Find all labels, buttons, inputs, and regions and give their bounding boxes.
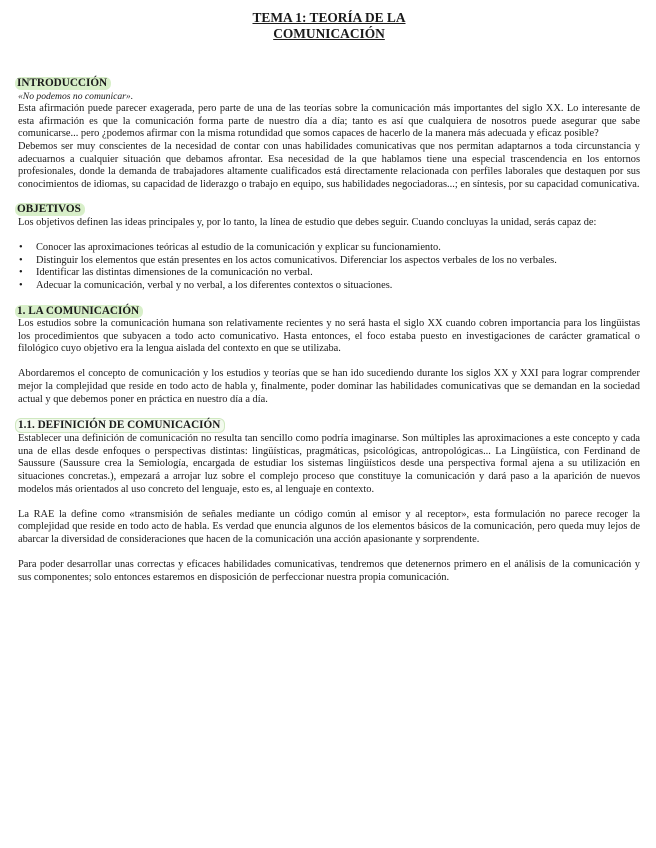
bullet-icon: • xyxy=(19,242,23,254)
definicion-paragraph-2: La RAE la define como «transmisión de señales mediante un código común al emisor y al receptor», esta formulación no parece recoger la complejidad que reside en todo acto de habla. Es verdad que enuncia algunos de los elementos básicos de la comunicación, pero queda muy lejos de abarcar la diversidad de consideraciones que hacen de la comunicación una acción apasionante y sorprendente. xyxy=(18,508,640,545)
heading-objetivos: OBJETIVOS xyxy=(15,203,85,216)
title-line-2: COMUNICACIÓN xyxy=(273,25,385,41)
intro-paragraph-1: Esta afirmación puede parecer exagerada, pero parte de una de las teorías sobre la comunicación más importantes del siglo XX. Lo interesante de esta afirmación es que la comunicación forma parte de nuestro día a día; tanto es así que cualquiera de nosotros puede asegurar que sabe comunicarse... pero ¿podemos afirmar con la misma rotundidad que somos capaces de hacerlo de la manera más adecuada y eficaz posible? xyxy=(18,103,640,140)
title-line-1: TEMA 1: TEORÍA DE LA xyxy=(252,10,406,25)
section-objetivos xyxy=(18,203,640,292)
section-la-comunicacion xyxy=(18,305,640,407)
section-introduccion xyxy=(18,77,640,191)
heading-definicion: 1.1. DEFINICIÓN DE COMUNICACIÓN xyxy=(15,418,225,433)
list-item: • Distinguir los elementos que están presentes en los actos comunicativos. Diferenciar los aspectos verbales de los no verbales. xyxy=(19,254,557,266)
definicion-paragraph-1: Establecer una definición de comunicación no resulta tan sencillo como podría imaginarse. Son múltiples las aproximaciones a este concepto y cada una de ellas desde enfoques o perspectivas distintas: lingüísticas, pragmáticas, psicológicas, antropológicas... La Lingüística, con Ferdinand de Saussure (Saussure crea la Semiología, encargada de estudiar los sistemas lingüísticos desde una perspectiva formal ajena a su utilización en situaciones concretas.), empezará a arrojar luz sobre el complejo proceso que constituye la comunicación y dará paso a la aparición de nuevos modelos más orientados al uso concreto del lenguaje, esto es, al lenguaje en contexto. xyxy=(18,433,640,495)
heading-introduccion: INTRODUCCIÓN xyxy=(15,77,111,90)
section-definicion xyxy=(18,418,640,584)
objetivos-paragraph: Los objetivos definen las ideas principales y, por lo tanto, la línea de estudio que debes seguir. Cuando concluyas la unidad, serás capaz de: xyxy=(18,216,597,228)
comunicacion-paragraph-2: Abordaremos el concepto de comunicación y los estudios y teorías que se han ido sucediendo durante los siglos XX y XXI para lograr comprender mejor la complejidad que reside en todo acto de habla y, finalmente, poder dominar las habilidades comunicativas que se demandan en la sociedad actual y que debemos poner en práctica en nuestro día a día. xyxy=(18,368,640,405)
list-item: • Conocer las aproximaciones teóricas al estudio de la comunicación y explicar su funcionamiento. xyxy=(19,242,441,254)
intro-paragraph-2: Debemos ser muy conscientes de la necesidad de contar con unas habilidades comunicativas que nos permitan adaptarnos a toda circunstancia y adecuarnos a cualquier situación que debamos afrontar. Esa necesidad de la que hablamos tiene una especial trascendencia en los entornos profesionales, donde la demanda de trabajadores altamente cualificados está directamente relacionada con perfiles laborales que destaquen por sus conocimientos de idiomas, su capacidad de liderazgo o trabajo en equipo, sus habilidades negociadoras...; en síntesis, por su capacidad comunicativa. xyxy=(18,140,640,190)
bullet-icon: • xyxy=(19,267,23,279)
comunicacion-paragraph-1: Los estudios sobre la comunicación humana son relativamente recientes y no será hasta el siglo XX cuando cobren importancia para los lingüistas los procedimientos que subyacen a todo acto comunicativo. Hasta entonces, el foco estaba puesto en investigaciones de carácter gramatical o filológico cuyo objetivo era la lengua aislada del contexto en que se utilizaba. xyxy=(18,318,640,355)
heading-la-comunicacion: 1. LA COMUNICACIÓN xyxy=(15,305,143,318)
list-item: • Identificar las distintas dimensiones de la comunicación no verbal. xyxy=(19,267,313,279)
list-item: • Adecuar la comunicación, verbal y no verbal, a los diferentes contextos o situaciones. xyxy=(19,279,393,291)
document-title xyxy=(18,10,640,41)
objetivos-list xyxy=(18,242,640,292)
intro-quote: «No podemos no comunicar». xyxy=(18,90,134,102)
bullet-icon: • xyxy=(19,279,23,291)
bullet-icon: • xyxy=(19,254,23,266)
definicion-paragraph-3: Para poder desarrollar unas correctas y eficaces habilidades comunicativas, tendremos que detenernos primero en el análisis de la comunicación y sus componentes; solo entonces estaremos en disposición de perfeccionar nuestra propia comunicación. xyxy=(18,559,640,583)
